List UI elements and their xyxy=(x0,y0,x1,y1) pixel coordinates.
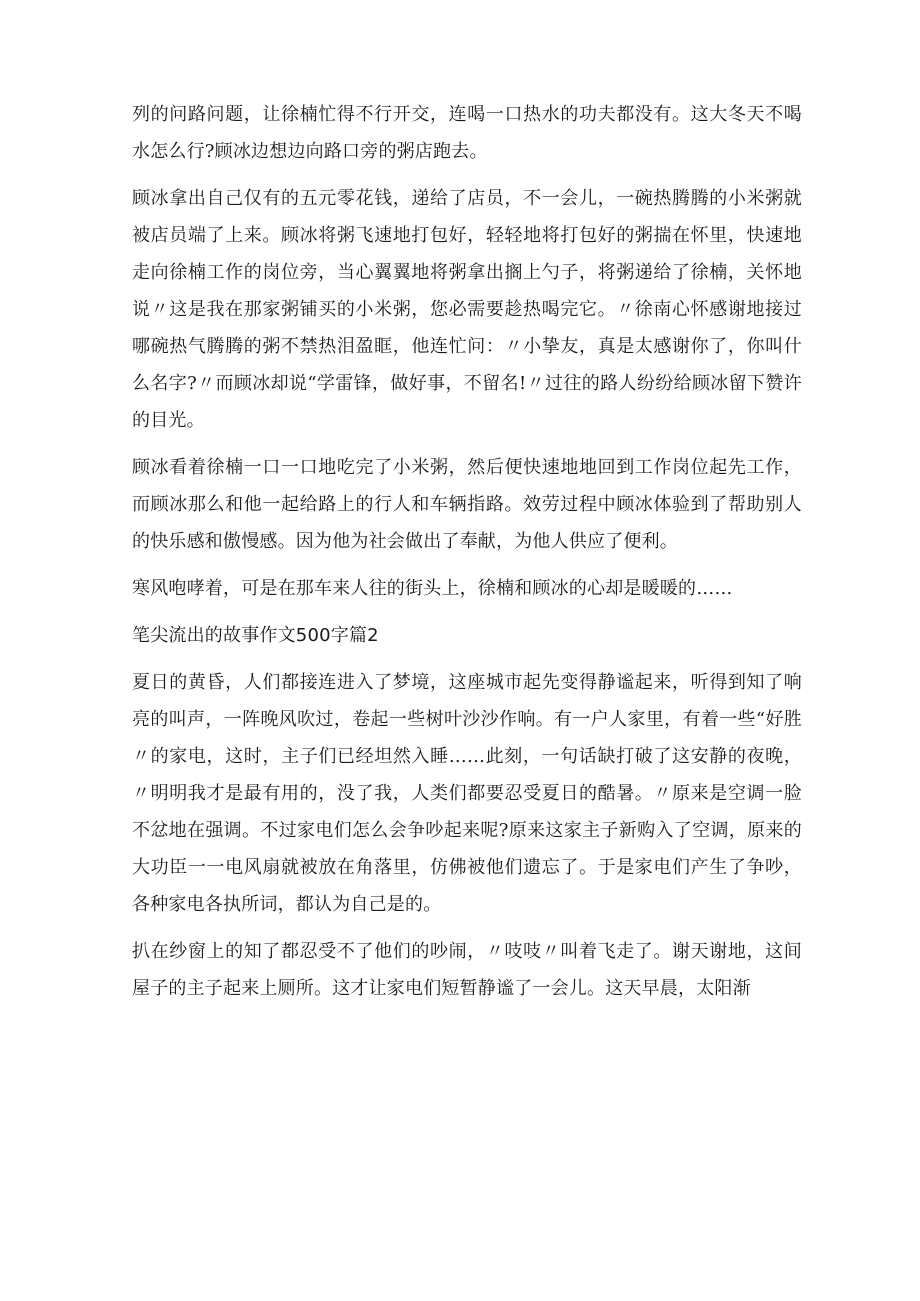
paragraph-5: 夏日的黄昏，人们都接连进入了梦境，这座城市起先变得静谧起来，听得到知了响亮的叫声，一阵晚风吹过，卷起一些树叶沙沙作响。有一户人家里，有着一些“好胜〃的家电，这时，主子们已经坦然入睡……此刻，一句话缺打破了这安静的夜晚，〃明明我才是最有用的，没了我，人类们都要忍受夏日的酷暑。〃原来是空调一脸不忿地在强调。不过家电们怎么会争吵起来呢?原来这家主子新购入了空调，原来的大功臣一一电风扇就被放在角落里，仿佛被他们遗忘了。于是家电们产生了争吵，各种家电各执所词，都认为自己是的。 xyxy=(132,672,802,915)
paragraph-4: 寒风咆哮着，可是在那车来人往的街头上，徐楠和顾冰的心却是暖暖的…… xyxy=(132,578,733,599)
paragraph-2: 顾冰拿出自己仅有的五元零花钱，递给了店员，不一会儿，一碗热腾腾的小米粥就被店员端了上来。顾冰将粥飞速地打包好，轻轻地将打包好的粥揣在怀里，快速地走向徐楠工作的岗位旁，当心翼翼地将粥拿出搁上勺子，将粥递给了徐楠，关怀地说〃这是我在那家粥铺买的小米粥，您必需要趁热喝完它。〃徐南心怀感谢地接过哪碗热气腾腾的粥不禁热泪盈眶，他连忙问：〃小挚友，真是太感谢你了，你叫什么名字?〃而顾冰却说“学雷锋，做好事，不留名!〃过往的路人纷纷给顾冰留下赞许的目光。 xyxy=(132,188,802,431)
paragraph-3: 顾冰看着徐楠一口一口地吃完了小米粥，然后便快速地地回到工作岗位起先工作，而顾冰那么和他一起给路上的行人和车辆指路。效劳过程中顾冰体验到了帮助别人的快乐感和傲慢感。因为他为社会做出了奉献，为他人供应了便利。 xyxy=(132,457,802,552)
document-body xyxy=(132,96,802,1007)
section-heading: 笔尖流出的故事作文500字篇2 xyxy=(132,625,379,646)
paragraph-6: 扒在纱窗上的知了都忍受不了他们的吵闹，〃吱吱〃叫着飞走了。谢天谢地，这间屋子的主子起来上厕所。这才让家电们短暂静谧了一会儿。这天早晨，太阳渐 xyxy=(132,941,802,999)
paragraph-1: 列的问路问题，让徐楠忙得不行开交，连喝一口热水的功夫都没有。这大冬天不喝水怎么行?顾冰边想边向路口旁的粥店跑去。 xyxy=(132,104,802,162)
